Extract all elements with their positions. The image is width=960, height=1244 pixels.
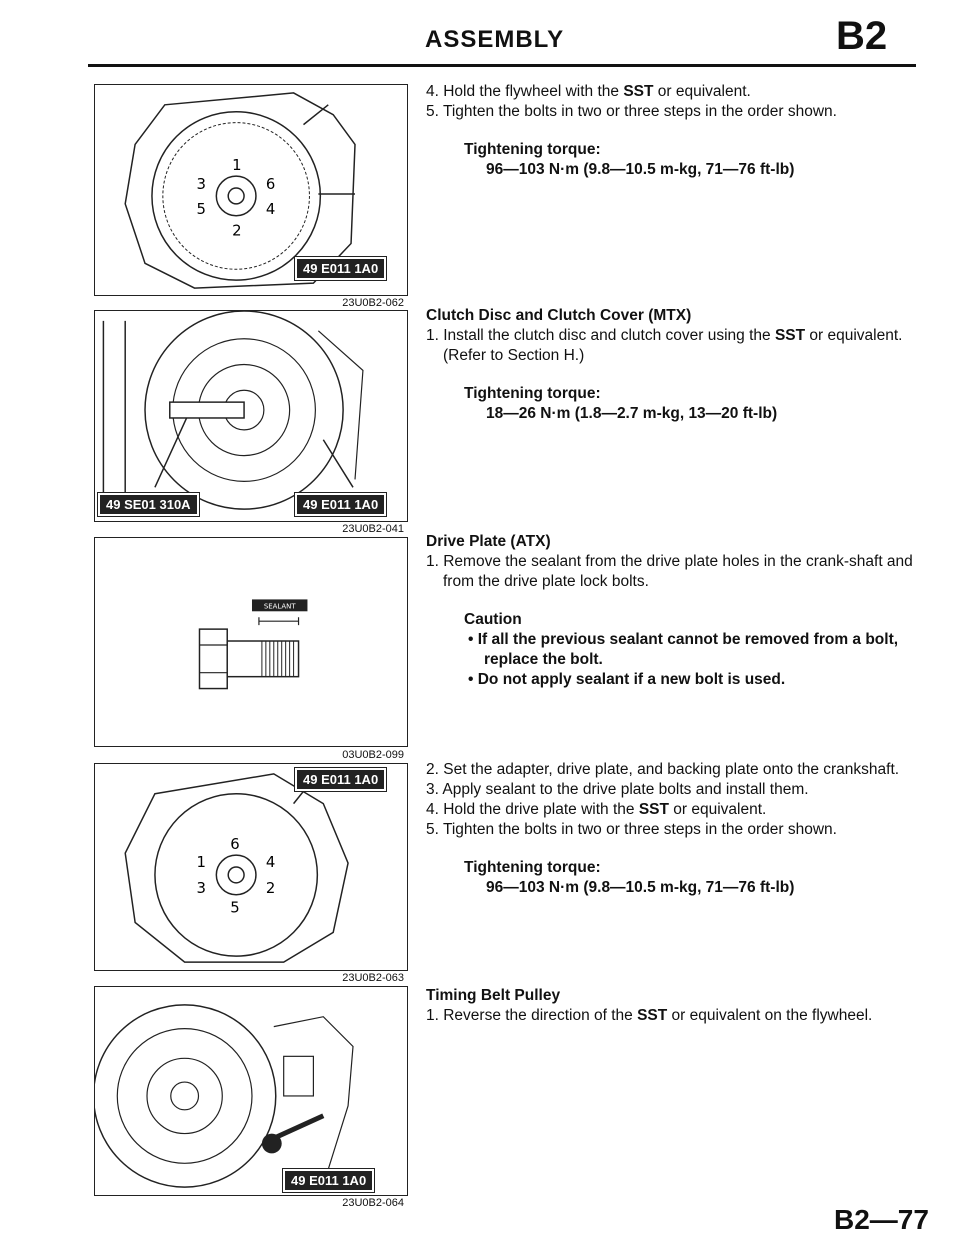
bolt-order-number: 3	[196, 878, 206, 897]
bolt-order-number: 1	[196, 853, 206, 871]
bolt-illustration	[95, 538, 407, 746]
section-code: B2	[836, 14, 888, 58]
drive-plate-illustration	[95, 764, 407, 970]
bolt-order-number: 1	[232, 156, 242, 175]
page-number: B2—77	[834, 1204, 929, 1235]
flywheel-step-4: 4. Hold the flywheel with the SST or equivalent.	[426, 83, 751, 100]
bolt-order-number: 4	[265, 853, 276, 871]
torque-label: Tightening torque:	[464, 141, 601, 158]
header-divider	[88, 64, 916, 67]
flywheel-step-5: 5. Tighten the bolts in two or three steps in the order shown.	[426, 103, 837, 120]
torque-label: Tightening torque:	[464, 859, 601, 876]
figure-clutch-install	[94, 310, 408, 522]
figure-code: 23U0B2-062	[342, 297, 404, 309]
sst-tag: 49 E011 1A0	[295, 768, 386, 791]
sst-tag: 49 E011 1A0	[283, 1169, 374, 1192]
timing-step-1: 1. Reverse the direction of the SST or equivalent on the flywheel.	[426, 1007, 873, 1024]
figure-timing-pulley	[94, 986, 408, 1196]
figure-sealant-bolt	[94, 537, 408, 747]
bolt-order-number: 2	[265, 878, 276, 897]
bolt-order-number: 6	[265, 175, 276, 194]
bolt-order-number: 5	[196, 199, 206, 218]
figure-drive-plate-bolt-order	[94, 763, 408, 971]
drive-plate-step-5: 5. Tighten the bolts in two or three steps in the order shown.	[426, 821, 837, 838]
clutch-step-1: 1. Install the clutch disc and clutch cover using the SST or equivalent. (Refer to Section H.)	[426, 327, 903, 364]
figure-code: 23U0B2-063	[342, 972, 404, 984]
drive-plate-step-3: 3. Apply sealant to the drive plate bolts and install them.	[426, 781, 809, 798]
torque-label: Tightening torque:	[464, 385, 601, 402]
section-heading: Clutch Disc and Clutch Cover (MTX)	[426, 307, 692, 324]
flywheel-steps	[426, 82, 916, 180]
section-heading: Drive Plate (ATX)	[426, 533, 551, 550]
figure-code: 03U0B2-099	[342, 749, 404, 761]
bolt-order-number: 6	[230, 835, 240, 854]
figure-code: 23U0B2-064	[342, 1197, 404, 1209]
drive-plate-step-2: 2. Set the adapter, drive plate, and backing plate onto the crankshaft.	[426, 761, 900, 778]
caution-title: Caution	[464, 611, 522, 628]
page-title: ASSEMBLY	[425, 26, 565, 53]
caution-item: • Do not apply sealant if a new bolt is used.	[468, 671, 786, 688]
bolt-order-number: 4	[265, 199, 276, 218]
pulley-illustration	[95, 987, 407, 1195]
timing-section	[426, 986, 916, 1026]
bolt-order-number: 3	[196, 175, 206, 194]
caution-item: • If all the previous sealant cannot be removed from a bolt, replace the bolt.	[468, 631, 899, 668]
bolt-order-number: 5	[230, 898, 240, 917]
bolt-order-number: 2	[232, 221, 242, 240]
sst-tag: 49 SE01 310A	[98, 493, 199, 516]
drive-plate-step-4: 4. Hold the drive plate with the SST or equivalent.	[426, 801, 767, 818]
drive-plate-steps	[426, 760, 916, 898]
sst-tag: 49 E011 1A0	[295, 257, 386, 280]
section-heading: Timing Belt Pulley	[426, 987, 561, 1004]
sst-tag: 49 E011 1A0	[295, 493, 386, 516]
drive-plate-step-1: 1. Remove the sealant from the drive plate holes in the crank-shaft and from the drive plate lock bolts.	[426, 553, 913, 590]
torque-value: 96—103 N·m (9.8—10.5 m-kg, 71—76 ft-lb)	[486, 879, 795, 896]
sealant-label: SEALANT	[263, 602, 296, 611]
figure-flywheel-bolt-order	[94, 84, 408, 296]
torque-value: 18—26 N·m (1.8—2.7 m-kg, 13—20 ft-lb)	[486, 405, 778, 422]
clutch-illustration	[95, 311, 407, 521]
torque-value: 96—103 N·m (9.8—10.5 m-kg, 71—76 ft-lb)	[486, 161, 795, 178]
figure-code: 23U0B2-041	[342, 523, 404, 535]
drive-plate-section	[426, 532, 916, 690]
clutch-section	[426, 306, 916, 424]
